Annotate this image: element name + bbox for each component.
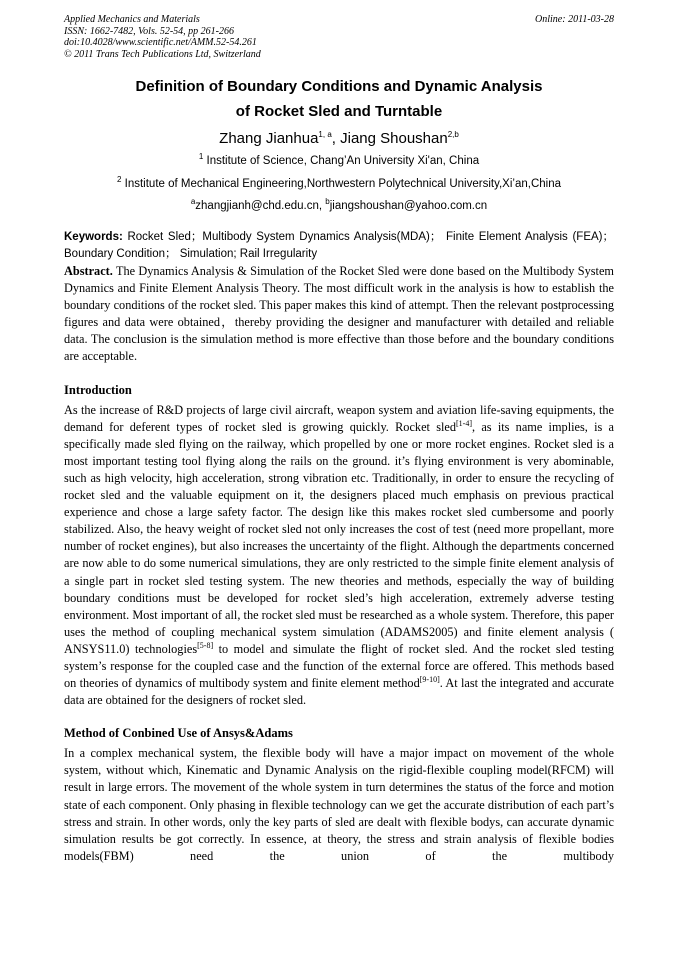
affiliation-2: [64, 173, 614, 195]
abstract-text: The Dynamics Analysis & Simulation of the Rocket Sled were done based on the Multibody System Dynamics and Finite Element Analysis Theory. The most difficult work in the analysis is how to establish the boundary conditions of the rocket sled. This paper makes this kind of attempt. Then the relevant postprocessing figures and data were obtained，thereby providing the designer and manufacturer with detailed and reliable data. The conclusion is the simulation method is more effective than those before and the boundary conditions are acceptable.: [64, 264, 614, 364]
journal-header: [64, 14, 614, 60]
title-line-2: of Rocket Sled and Turntable: [235, 103, 443, 120]
keywords-label: Keywords:: [64, 231, 123, 243]
author-separator: ,: [331, 130, 341, 147]
citation-5-8[interactable]: [5-8]: [197, 640, 214, 650]
journal-name: Applied Mechanics and Materials: [64, 14, 200, 25]
author-1-affil: 1, a: [318, 130, 332, 139]
issn-line: ISSN: 1662-7482, Vols. 52-54, pp 261-266: [64, 25, 234, 37]
title-line-1: Definition of Boundary Conditions and Dynamic Analysis: [135, 78, 543, 95]
author-2: Jiang Shoushan: [340, 130, 448, 147]
keywords: [64, 229, 614, 263]
email-a[interactable]: zhangjianh@chd.edu.cn,: [195, 200, 326, 212]
affiliation-1-marker: 1: [198, 152, 204, 162]
paper-title: [64, 74, 614, 124]
method-paragraph: In a complex mechanical system, the flexible body will have a major impact on movement of the whole system, without which, Kinematic and Dynamic Analysis on the rigid-flexible coupling model(RFCM) will result in large errors. The movement of the whole system in turn determines the status of the force and motion state of each component. Only phasing in flexible technology can we get the accurate distribution of each part’s stress and strain. In other words, only the key parts of sled are dealt with flexible bodys, can accurate dynamic simulation results be got correctly. In essence, at theory, the stress and strain analysis of flexible bodies models(FBM) need the union of the multibody: [64, 746, 614, 863]
affiliation-1: [64, 150, 614, 172]
keywords-text: Rocket Sled；Multibody System Dynamics Analysis(MDA)； Finite Element Analysis (FEA)；Boundary Condition； Simulation; Rail Irregularity: [64, 231, 614, 260]
email-b-marker: b: [325, 197, 330, 207]
intro-text-4: . At last the integrated and accurate data are obtained for the designers of rocket sled.: [64, 676, 614, 708]
copyright-line: © 2011 Trans Tech Publications Ltd, Switzerland: [64, 48, 261, 60]
introduction-heading: Introduction: [64, 382, 132, 397]
author-1: Zhang Jianhua: [219, 130, 319, 147]
abstract-label: Abstract.: [64, 264, 113, 278]
author-2-affil: 2,b: [447, 130, 459, 139]
doi-line[interactable]: doi:10.4028/www.scientific.net/AMM.52-54.261: [64, 37, 257, 48]
author-emails: [64, 195, 614, 217]
introduction-paragraph: [64, 402, 614, 710]
intro-text-1: As the increase of R&D projects of large civil aircraft, weapon system and aviation life-saving equipments, the demand for deferent types of rocket sled is growing quickly. Rocket sled: [64, 402, 614, 434]
author-list: [64, 129, 614, 149]
paper-page: [64, 14, 614, 865]
intro-text-3: to model and simulate the flight of rocket sled. And the rocket sled testing system’s response for the coupled case and the function of the external force are offered. This methods based on theories of dynamics of multibody system and finite element method: [64, 641, 615, 691]
email-b[interactable]: jiangshoushan@yahoo.com.cn: [329, 200, 488, 212]
affiliation-2-text: Institute of Mechanical Engineering,Northwestern Polytechnical University,Xi’an,China: [121, 178, 561, 190]
intro-text-2: , as its name implies, is a specifically made sled flying on the railway, which propelled by one or more rocket engines. Rocket sled is a most important testing tool flying along the rails on the ground. it’s flying environment is very abominable, such as high velocity, high acceleration, strong vibration etc. Traditionally, in order to ensure the recycling of rocket sled and the valuable equipment on it, the designers placed much emphasis on previous practical experience and chose a large safety factor. The design like this makes rocket sled cumbersome and poorly stabilized. Also, the heavy weight of rocket sled not only increases the cost of test (need more propellant, more number of rocket engines), but also increases the uncertainty of the flight. Although the departments concerned are now able to do some numerical simulations, they are only restricted to the simple finite element analysis of a single part in rocket sled testing system. The new theories and methods, especially the way of building boundary conditions must be developed for rocket sled’s high acceleration, extremely adverse testing environment. Most important of all, the rocket sled must be researched as a whole system. Therefore, this paper uses the method of coupling mechanical system simulation (ADAMS2005) and finite element analysis ( ANSYS11.0) technologies: [64, 419, 614, 656]
citation-1-4[interactable]: [1-4]: [456, 418, 472, 428]
citation-9-10[interactable]: [9-10]: [419, 674, 440, 684]
email-a-marker: a: [190, 197, 196, 207]
affiliation-1-text: Institute of Science, Chang’An University Xi'an, China: [203, 155, 480, 167]
method-heading: Method of Conbined Use of Ansys&Adams: [64, 726, 293, 741]
online-date: Online: 2011-03-28: [535, 14, 614, 25]
affiliation-2-marker: 2: [116, 175, 122, 185]
abstract: [64, 263, 614, 366]
